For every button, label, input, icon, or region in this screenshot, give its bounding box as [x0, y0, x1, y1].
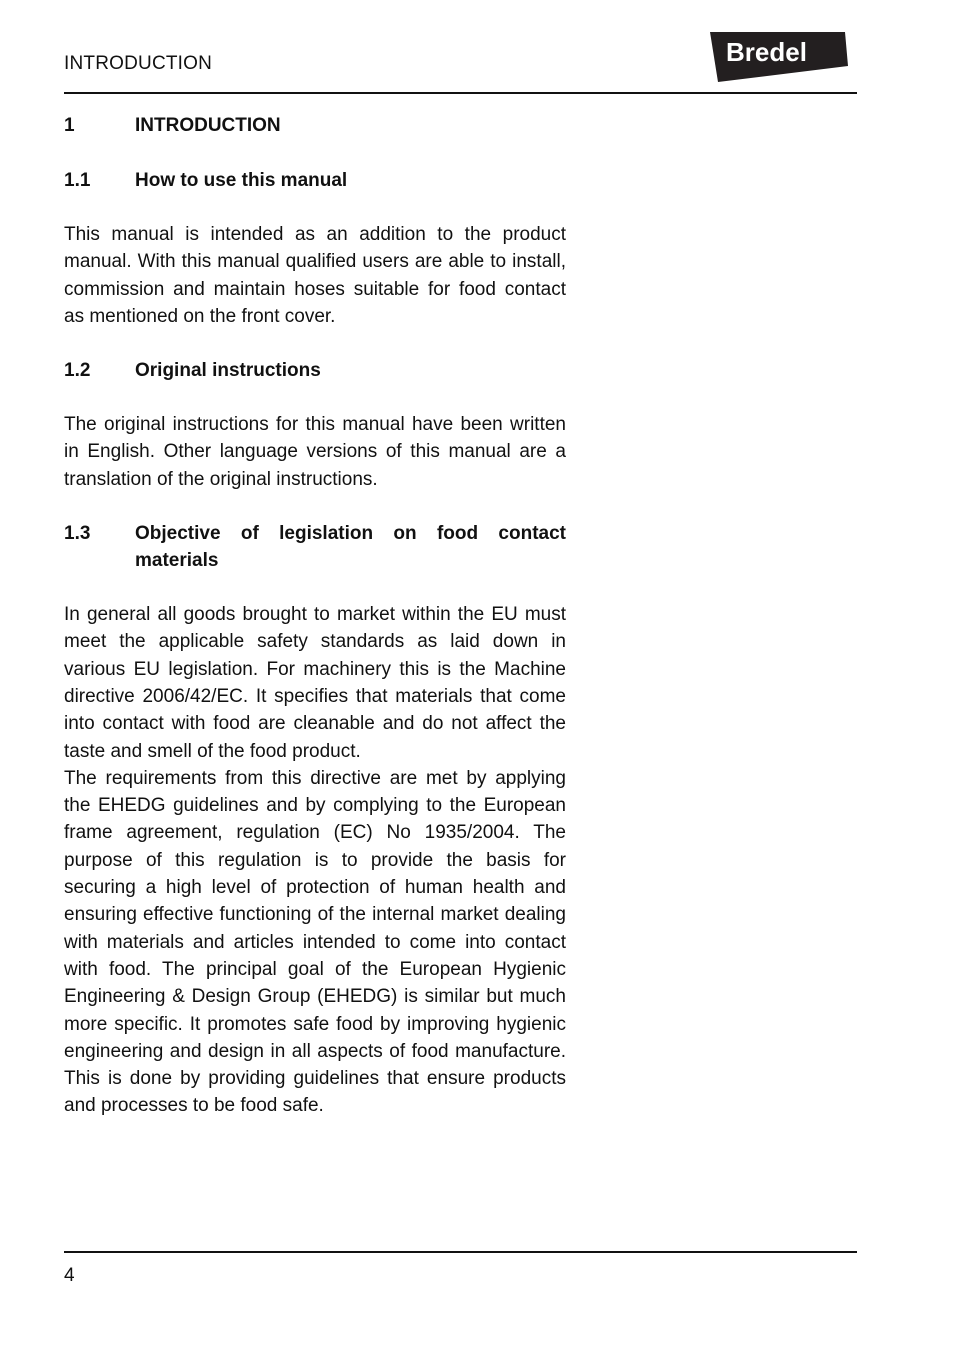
page-number: 4	[64, 1265, 75, 1286]
section-1-1-paragraph: This manual is intended as an addition to the product manual. With this manual qualified users are able to install, commission and maintain hoses suitable for food contact as mentioned on the front cover.	[64, 224, 566, 327]
section-1-2-paragraph: The original instructions for this manual have been written in English. Other language versions of this manual are a translation of the original instructions.	[64, 414, 566, 490]
section-number: 1.1	[64, 170, 91, 191]
section-title: Original instructions	[135, 360, 321, 382]
section-heading-1-2	[64, 357, 566, 384]
section-number: 1	[64, 115, 75, 136]
section-1-3-paragraph-2: The requirements from this directive are met by applying the EHEDG guidelines and by complying to the European frame agreement, regulation (EC) No 1935/2004. The purpose of this regulation is to provide the basis for securing a high level of protection of human health and ensuring effective functioning of the internal market dealing with materials and articles intended to come into contact with food. The principal goal of the European Hygienic Engineering & Design Group (EHEDG) is similar but much more specific. It promotes safe food by improving hygienic engineering and design in all aspects of food manufacture. This is done by providing guidelines that ensure products and processes to be food safe.	[64, 767, 566, 1117]
section-heading-1-3	[64, 520, 566, 574]
section-number: 1.3	[64, 523, 91, 545]
section-title: Objective of legislation on food contact materials	[135, 523, 566, 572]
main-content	[64, 112, 566, 1120]
section-1-3-paragraph-1: In general all goods brought to market within the EU must meet the applicable safety standards as laid down in various EU legislation. For machinery this is the Machine directive 2006/42/EC. It specifies that materials that come into contact with food are cleanable and do not affect the taste and smell of the food product.	[64, 604, 566, 762]
bredel-logo	[708, 30, 850, 84]
section-number: 1.2	[64, 360, 91, 382]
section-heading-1-1	[64, 167, 566, 194]
section-heading-1	[64, 112, 566, 139]
running-header-title: INTRODUCTION	[64, 53, 213, 74]
footer-divider	[64, 1251, 857, 1253]
section-title: INTRODUCTION	[135, 115, 281, 136]
section-title: How to use this manual	[135, 170, 348, 191]
logo-text: Bredel	[726, 37, 807, 67]
header-divider	[64, 92, 857, 94]
